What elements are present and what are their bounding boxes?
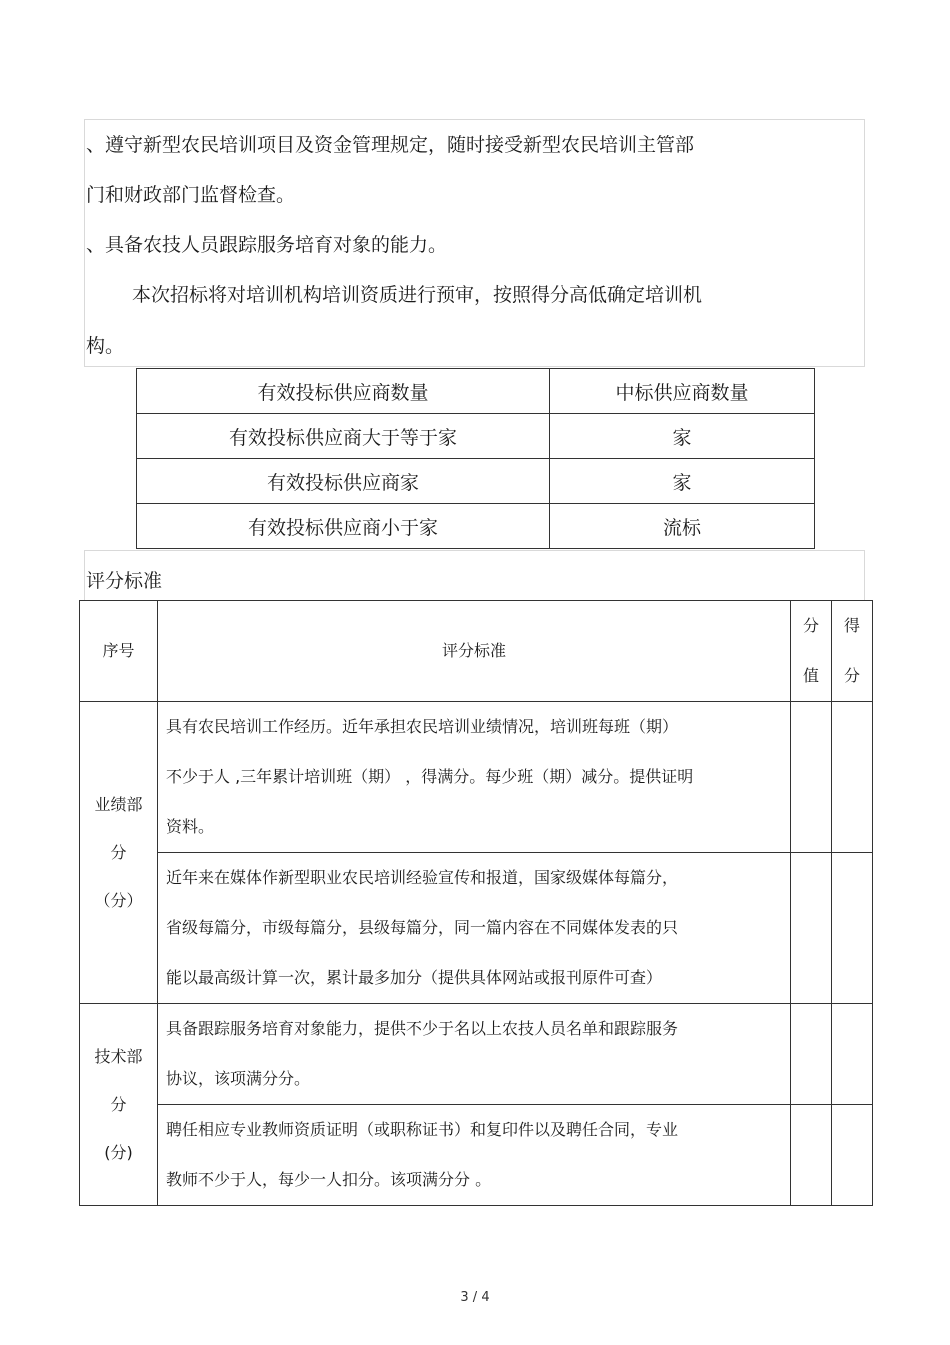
score-cell (832, 1105, 873, 1206)
header-value (791, 601, 832, 702)
criteria-cell (158, 853, 791, 1004)
category-performance (80, 702, 158, 1004)
score-row (80, 702, 873, 853)
intro-line-4: 本次招标将对培训机构培训资质进行预审，按照得分高低确定培训机 (132, 284, 703, 306)
criteria-line: 近年来在媒体作新型职业农民培训经验宣传和报道，国家级媒体每篇分， (166, 868, 679, 887)
criteria-cell (158, 1004, 791, 1105)
supplier-table-header-row (137, 369, 815, 414)
value-cell (791, 1004, 832, 1105)
criteria-line: 资料。 (166, 817, 215, 836)
category-line: (分) (104, 1142, 133, 1162)
supplier-cell: 家 (550, 459, 815, 504)
page-number: 3 / 4 (460, 1290, 490, 1305)
supplier-header-winners: 中标供应商数量 (550, 369, 815, 414)
header-seq: 序号 (80, 601, 158, 702)
supplier-cell: 家 (550, 414, 815, 459)
category-line: 分 (110, 842, 127, 862)
score-row (80, 1105, 873, 1206)
value-cell (791, 702, 832, 853)
supplier-table-row (137, 459, 815, 504)
score-cell (832, 853, 873, 1004)
header-score (832, 601, 873, 702)
intro-line-1: 、遵守新型农民培训项目及资金管理规定，随时接受新型农民培训主管部 (86, 134, 695, 156)
intro-line-5: 构。 (86, 335, 125, 357)
section-heading-frame (84, 550, 865, 600)
score-table (79, 600, 873, 1206)
header-value-char: 分 (802, 616, 819, 635)
supplier-table-row (137, 414, 815, 459)
header-value-char: 值 (802, 666, 819, 685)
criteria-line: 协议，该项满分分。 (166, 1069, 311, 1088)
criteria-cell (158, 702, 791, 853)
category-line: 分 (110, 1094, 127, 1114)
header-score-char: 得 (843, 616, 860, 635)
supplier-cell: 流标 (550, 504, 815, 549)
section-title: 评分标准 (86, 570, 163, 592)
intro-line-2: 门和财政部门监督检查。 (86, 184, 296, 206)
criteria-line: 省级每篇分，市级每篇分，县级每篇分，同一篇内容在不同媒体发表的只 (166, 918, 679, 937)
intro-line-3: 、具备农技人员跟踪服务培育对象的能力。 (86, 234, 448, 256)
supplier-cell: 有效投标供应商小于家 (137, 504, 550, 549)
criteria-line: 具备跟踪服务培育对象能力，提供不少于名以上农技人员名单和跟踪服务 (166, 1019, 679, 1038)
category-line: 业绩部 (94, 794, 143, 814)
criteria-line: 教师不少于人，每少一人扣分。该项满分分 。 (166, 1170, 492, 1189)
supplier-table-row (137, 504, 815, 549)
score-row (80, 1004, 873, 1105)
criteria-line: 不少于人 ,三年累计培训班（期） ，得满分。每少班（期）减分。提供证明 (166, 767, 694, 786)
category-line: （分） (94, 890, 143, 910)
score-table-header-row (80, 601, 873, 702)
criteria-line: 聘任相应专业教师资质证明（或职称证书）和复印件以及聘任合同，专业 (166, 1120, 679, 1139)
value-cell (791, 1105, 832, 1206)
score-cell (832, 1004, 873, 1105)
header-criteria: 评分标准 (158, 601, 791, 702)
score-row (80, 853, 873, 1004)
supplier-table (136, 368, 815, 549)
supplier-header-count: 有效投标供应商数量 (137, 369, 550, 414)
score-cell (832, 702, 873, 853)
value-cell (791, 853, 832, 1004)
header-score-char: 分 (843, 666, 860, 685)
criteria-cell (158, 1105, 791, 1206)
supplier-cell: 有效投标供应商大于等于家 (137, 414, 550, 459)
criteria-line: 具有农民培训工作经历。近年承担农民培训业绩情况，培训班每班（期） (166, 717, 679, 736)
category-technical (80, 1004, 158, 1206)
criteria-line: 能以最高级计算一次，累计最多加分（提供具体网站或报刊原件可查） (166, 968, 663, 987)
category-line: 技术部 (94, 1046, 143, 1066)
supplier-cell: 有效投标供应商家 (137, 459, 550, 504)
